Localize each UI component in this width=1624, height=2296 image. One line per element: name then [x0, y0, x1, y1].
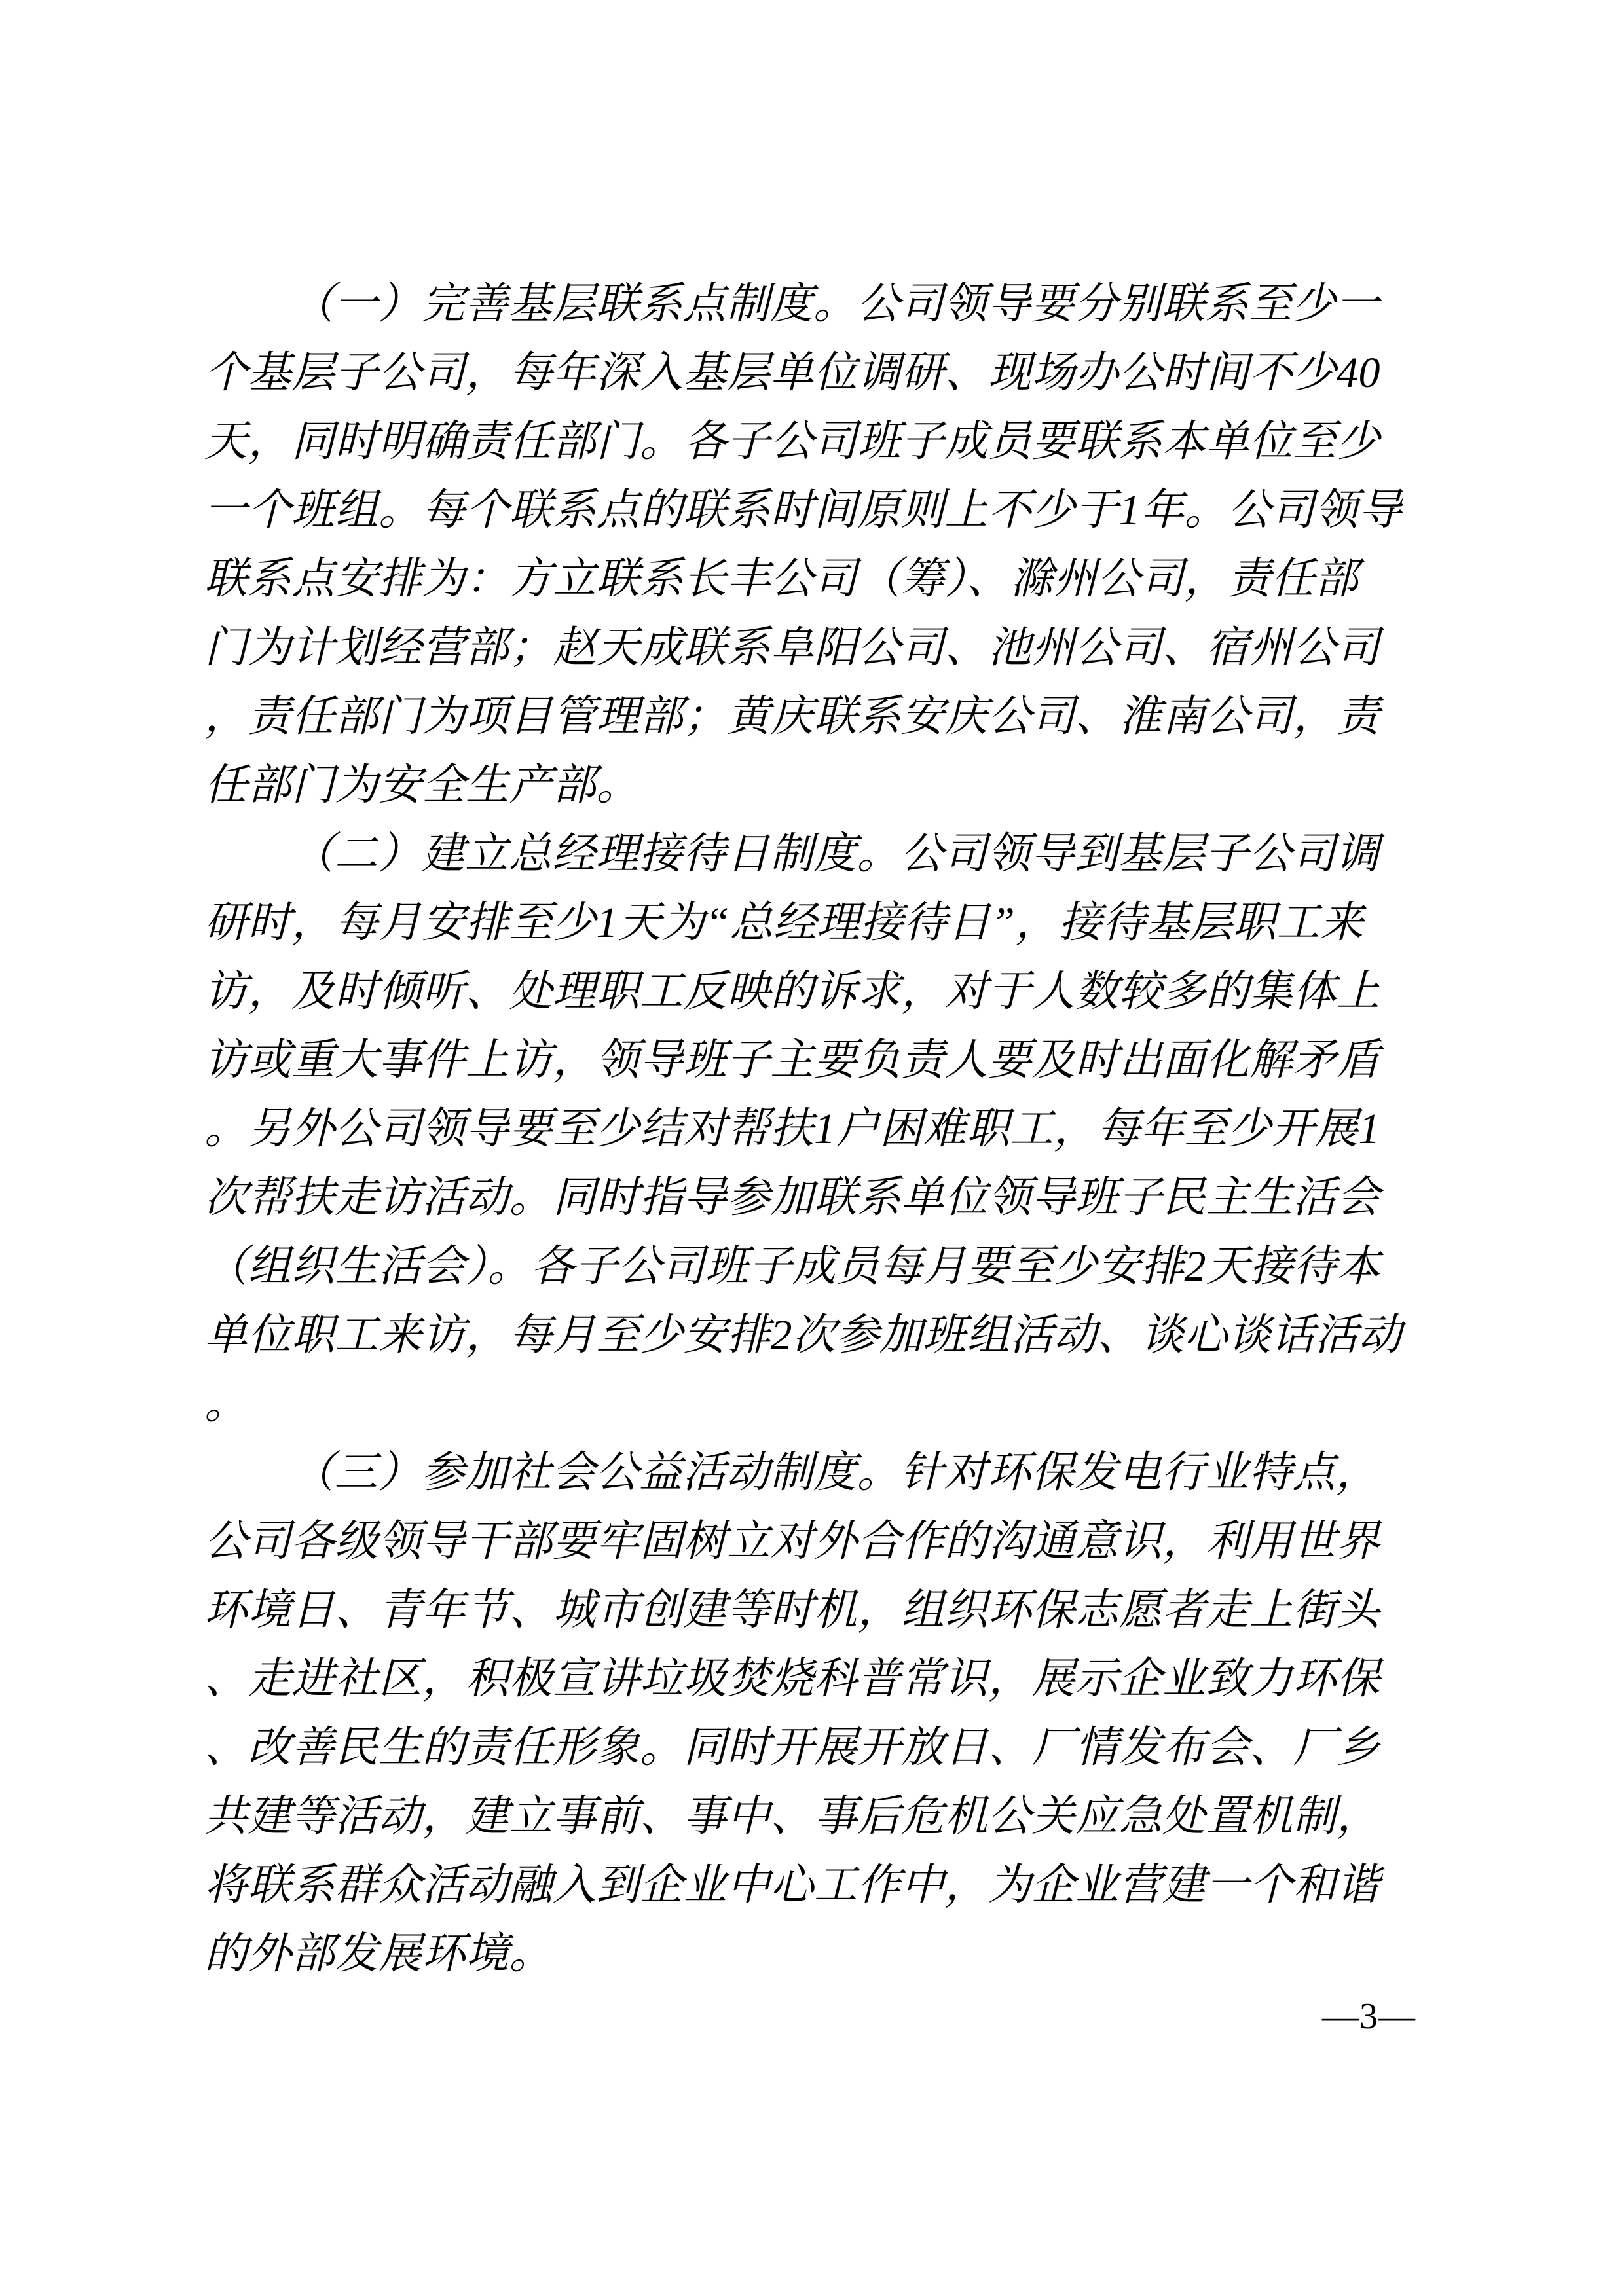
text-line: 一个班组。每个联系点的联系时间原则上不少于1年。公司领导	[204, 486, 1402, 534]
text-line: 研时，每月安排至少1天为“总经理接待日”，接待基层职工来	[204, 899, 1364, 947]
text-line: （二）建立总经理接待日制度。公司领导到基层子公司调	[291, 830, 1380, 878]
text-line: 访或重大事件上访，领导班子主要负责人要及时出面化解矛盾	[204, 1036, 1380, 1084]
page-number: —3—	[1322, 1996, 1416, 2037]
text-line: 访，及时倾听、处理职工反映的诉求，对于人数较多的集体上	[204, 968, 1380, 1015]
text-line: 公司各级领导干部要牢固树立对外合作的沟通意识，利用世界	[204, 1518, 1380, 1565]
text-line: 、走进社区，积极宣讲垃圾焚烧科普常识，展示企业致力环保	[204, 1655, 1380, 1703]
text-line: 单位职工来访，每月至少安排2次参加班组活动、谈心谈话活动	[204, 1311, 1402, 1359]
text-line: 。	[204, 1380, 248, 1428]
text-line: 的外部发展环境。	[204, 1930, 553, 1978]
document-body	[204, 270, 1422, 1988]
text-line: 环境日、青年节、城市创建等时机，组织环保志愿者走上街头	[204, 1586, 1380, 1634]
text-line: 任部门为安全生产部。	[204, 761, 640, 809]
text-line: （组织生活会）。各子公司班子成员每月要至少安排2天接待本	[204, 1243, 1380, 1290]
text-line: 共建等活动，建立事前、事中、事后危机公关应急处置机制，	[204, 1793, 1380, 1840]
text-line: 。另外公司领导要至少结对帮扶1户困难职工，每年至少开展1	[204, 1105, 1380, 1153]
text-line: 、改善民生的责任形象。同时开展开放日、厂情发布会、厂乡	[204, 1724, 1380, 1772]
text-line: 联系点安排为：方立联系长丰公司（筹）、滁州公司，责任部	[204, 555, 1359, 603]
text-line: 天，同时明确责任部门。各子公司班子成员要联系本单位至少	[204, 418, 1380, 465]
text-line: （三）参加社会公益活动制度。针对环保发电行业特点，	[291, 1449, 1380, 1497]
text-line: 将联系群众活动融入到企业中心工作中，为企业营建一个和谐	[204, 1861, 1380, 1909]
text-line: 次帮扶走访活动。同时指导参加联系单位领导班子民主生活会	[204, 1174, 1380, 1222]
text-line: （一）完善基层联系点制度。公司领导要分别联系至少一	[291, 280, 1380, 328]
text-line: 个基层子公司，每年深入基层单位调研、现场办公时间不少40	[204, 349, 1380, 397]
text-line: ，责任部门为项目管理部；黄庆联系安庆公司、淮南公司，责	[204, 693, 1380, 740]
text-line: 门为计划经营部；赵天成联系阜阳公司、池州公司、宿州公司	[204, 624, 1380, 672]
